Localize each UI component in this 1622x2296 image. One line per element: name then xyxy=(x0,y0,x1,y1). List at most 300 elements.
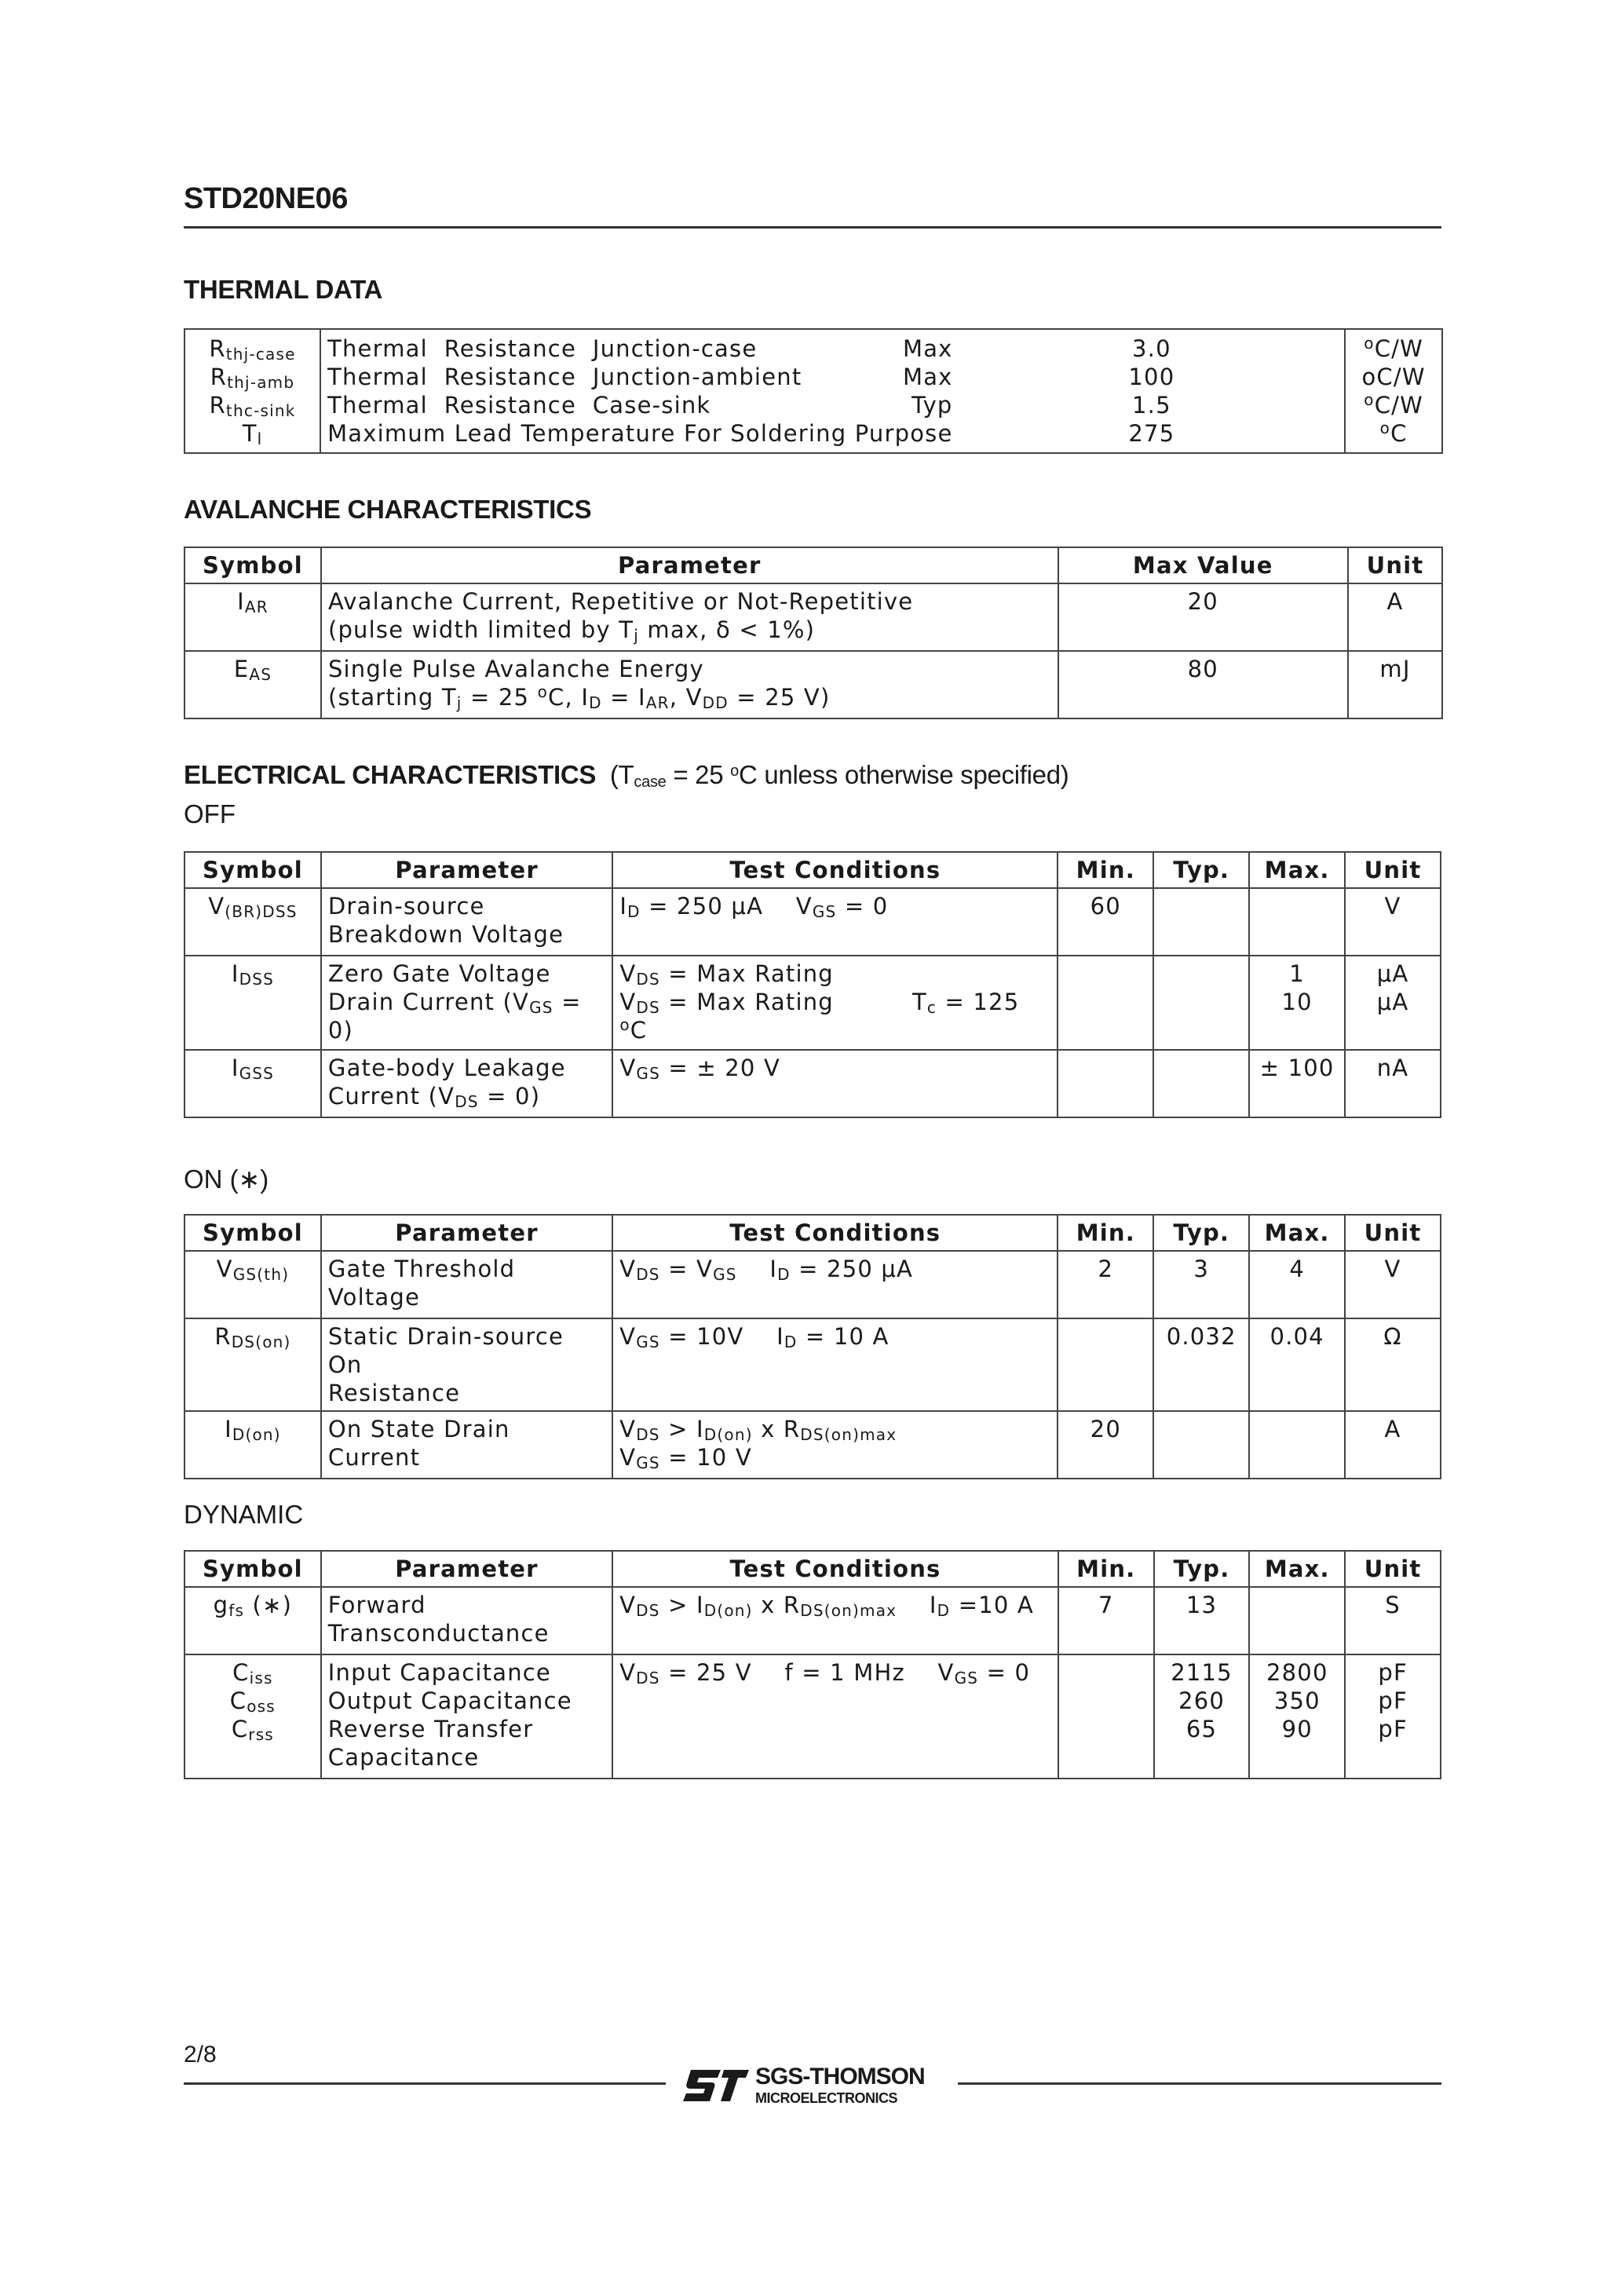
symbol-subscript: GSS xyxy=(239,1064,275,1083)
symbol-text: (∗) xyxy=(244,1592,293,1618)
text-part: = 250 μA V xyxy=(640,893,813,919)
unit-cell: V xyxy=(1345,888,1441,956)
symbol-text: I xyxy=(231,960,239,987)
max-header: Max. xyxy=(1249,1215,1345,1251)
symbol-text: E xyxy=(233,656,250,682)
parameter-line: Forward xyxy=(327,1592,426,1618)
text-part: = 25 xyxy=(462,684,538,711)
symbol-cell xyxy=(184,419,320,453)
text-subscript: DS xyxy=(636,1669,660,1687)
text-part: V xyxy=(619,1256,637,1282)
table-row xyxy=(184,1411,1441,1479)
symbol-line xyxy=(192,1687,314,1715)
unit-header: Unit xyxy=(1345,1551,1441,1587)
unit-cell: mJ xyxy=(1348,651,1442,718)
unit-cell: V xyxy=(1345,1251,1441,1318)
symbol-cell xyxy=(184,1318,321,1411)
text-subscript: D xyxy=(784,1333,798,1351)
text-part: x R xyxy=(752,1416,801,1442)
value-cell: 1.5 xyxy=(959,391,1346,419)
condition-part xyxy=(912,988,1019,1016)
thermal-row xyxy=(184,419,1442,453)
unit-value: pF xyxy=(1378,1716,1408,1742)
text-part: C, I xyxy=(548,684,590,711)
unit-cell xyxy=(1345,419,1442,453)
text-part: = 10V I xyxy=(659,1323,784,1350)
parameter-line: Gate-body Leakage xyxy=(327,1055,566,1081)
value-cell: 100 xyxy=(959,363,1346,391)
parameter-cell xyxy=(320,419,959,453)
table-row xyxy=(184,1251,1441,1318)
parameter-cell: On State Drain Current xyxy=(321,1411,612,1479)
symbol-subscript: fs xyxy=(228,1601,245,1620)
min-header: Min. xyxy=(1058,1551,1154,1587)
max-value-header: Max Value xyxy=(1058,547,1349,583)
conditions-header: Test Conditions xyxy=(612,1215,1058,1251)
typ-value: 65 xyxy=(1185,1716,1218,1742)
symbol-text: I xyxy=(231,1055,239,1081)
conditions-cell xyxy=(612,1411,1058,1479)
table-row xyxy=(184,1587,1441,1654)
typ-header: Typ. xyxy=(1153,852,1249,888)
symbol-text: R xyxy=(209,335,226,362)
parameter-line: Output Capacitance xyxy=(327,1687,572,1714)
unit-cell: Ω xyxy=(1345,1318,1441,1411)
max-value: 2800 xyxy=(1266,1659,1328,1686)
text-part: = 250 μA xyxy=(790,1256,914,1282)
typ-cell xyxy=(1153,1411,1249,1479)
symbol-header: Symbol xyxy=(184,547,321,583)
symbol-text: T xyxy=(242,420,258,447)
text-subscript: D xyxy=(937,1601,951,1620)
symbol-cell xyxy=(184,1411,321,1479)
min-cell xyxy=(1058,1050,1153,1117)
text-part: = Max Rating xyxy=(659,989,834,1015)
max-cell: 4 xyxy=(1249,1251,1345,1318)
text-part: x R xyxy=(752,1592,801,1618)
text-part: =10 A xyxy=(950,1592,1034,1618)
text-part: C xyxy=(630,1017,648,1044)
symbol-subscript: thj-case xyxy=(225,345,296,364)
avalanche-header-row xyxy=(184,547,1442,583)
symbol-subscript: thc-sink xyxy=(225,401,296,420)
symbol-text: C xyxy=(231,1716,249,1742)
max-value: 10 xyxy=(1281,989,1313,1015)
symbol-cell xyxy=(184,888,321,956)
parameter-cell xyxy=(321,1318,612,1411)
max-cell: ± 100 xyxy=(1249,1050,1345,1117)
text-part: = I xyxy=(601,684,646,711)
unit-header: Unit xyxy=(1345,1215,1441,1251)
thermal-table xyxy=(184,328,1443,454)
text-superscript: o xyxy=(730,762,739,780)
text-part: = 0) xyxy=(327,989,582,1044)
table-row xyxy=(184,651,1442,718)
parameter-cell xyxy=(321,1251,612,1318)
text-subscript: D xyxy=(777,1265,791,1284)
dynamic-header-row xyxy=(184,1551,1441,1587)
parameter-text: Maximum Lead Temperature For Soldering Purpose xyxy=(327,420,953,447)
text-part: Current (V xyxy=(327,1083,455,1110)
unit-cell: nA xyxy=(1345,1050,1441,1117)
min-cell xyxy=(1058,1654,1154,1779)
symbol-text: V xyxy=(208,893,225,919)
min-cell xyxy=(1058,1318,1153,1411)
unit-cell xyxy=(1345,956,1441,1050)
on-header-row xyxy=(184,1215,1441,1251)
typ-header: Typ. xyxy=(1153,1215,1249,1251)
condition-line xyxy=(619,1443,1050,1472)
min-cell: 7 xyxy=(1058,1587,1154,1654)
value-cell: 3.0 xyxy=(959,329,1346,363)
parameter-cell xyxy=(320,363,959,391)
conditions-cell xyxy=(612,1050,1058,1117)
text-subscript: DS xyxy=(455,1092,479,1111)
symbol-text: C xyxy=(229,1687,247,1714)
parameter-line: Input Capacitance xyxy=(327,1659,551,1686)
parameter-line: Single Pulse Avalanche Energy xyxy=(327,656,704,682)
text-part: max, δ < 1%) xyxy=(638,616,816,643)
max-value: 1 xyxy=(1289,960,1305,987)
text-part: I xyxy=(736,1256,778,1282)
typ-cell xyxy=(1153,1050,1249,1117)
text-subscript: GS xyxy=(954,1669,979,1687)
text-part: I xyxy=(897,1592,937,1618)
symbol-cell xyxy=(184,651,321,718)
min-cell: 60 xyxy=(1058,888,1153,956)
symbol-cell xyxy=(184,363,320,391)
parameter-cell xyxy=(321,956,612,1050)
text-subscript: DS(on)max xyxy=(800,1601,897,1620)
symbol-subscript: thj-amb xyxy=(227,373,295,392)
symbol-text: I xyxy=(237,588,245,615)
conditions-cell xyxy=(612,1318,1058,1411)
unit-cell xyxy=(1345,1654,1441,1779)
parameter-cell xyxy=(321,888,612,956)
symbol-cell xyxy=(184,956,321,1050)
max-header: Max. xyxy=(1249,852,1345,888)
parameter-text: Thermal Resistance Junction-ambient xyxy=(327,364,802,390)
text-subscript: DS xyxy=(636,1425,660,1444)
table-row xyxy=(184,1654,1441,1779)
symbol-cell xyxy=(184,391,320,419)
unit-superscript: o xyxy=(1364,334,1375,353)
text-part: = ± 20 V xyxy=(659,1055,780,1081)
text-part: (starting T xyxy=(327,684,457,711)
typ-cell xyxy=(1153,888,1249,956)
min-cell: 20 xyxy=(1058,1411,1153,1479)
unit-cell: A xyxy=(1345,1411,1441,1479)
text-subscript: D xyxy=(627,902,641,921)
parameter-line: Reverse Transfer xyxy=(327,1716,534,1742)
text-subscript: DS xyxy=(636,1265,660,1284)
st-logo-icon xyxy=(680,2064,751,2108)
text-subscript: DS xyxy=(636,1601,660,1620)
symbol-line xyxy=(192,1658,314,1687)
symbol-subscript: l xyxy=(257,430,263,448)
unit-value: μA xyxy=(1376,989,1409,1015)
table-row xyxy=(184,1050,1441,1117)
typ-cell xyxy=(1153,956,1249,1050)
text-part: > I xyxy=(659,1592,704,1618)
text-subscript: c xyxy=(926,998,937,1017)
text-part: = V xyxy=(659,1256,714,1282)
min-header: Min. xyxy=(1058,852,1153,888)
avalanche-table xyxy=(184,547,1443,719)
typ-value: 2115 xyxy=(1171,1659,1233,1686)
symbol-subscript: (BR)DSS xyxy=(225,902,298,921)
unit-value: pF xyxy=(1378,1687,1408,1714)
max-cell xyxy=(1249,888,1345,956)
thermal-row xyxy=(184,363,1442,391)
page-number: 2/8 xyxy=(184,2042,217,2067)
text-subscript: j xyxy=(634,626,639,645)
symbol-cell xyxy=(184,1050,321,1117)
min-header: Min. xyxy=(1058,1215,1153,1251)
part-number-title: STD20NE06 xyxy=(184,182,348,215)
symbol-text: C xyxy=(232,1659,250,1686)
parameter-cell xyxy=(320,329,959,363)
condition-line xyxy=(619,1415,1050,1443)
value-cell: 80 xyxy=(1058,651,1349,718)
symbol-cell xyxy=(184,1654,321,1779)
parameter-cell xyxy=(321,1587,612,1654)
text-part: V xyxy=(619,1444,637,1471)
unit-superscript: o xyxy=(1364,390,1375,409)
parameter-line: Zero Gate Voltage xyxy=(327,960,551,987)
conditions-cell xyxy=(612,1587,1058,1654)
parameter-line: Gate Threshold xyxy=(327,1256,516,1282)
text-subscript: D(on) xyxy=(703,1601,753,1620)
text-part: = 10 A xyxy=(797,1323,890,1350)
parameter-cell xyxy=(321,651,1058,718)
symbol-header: Symbol xyxy=(184,1551,321,1587)
text-part: = 0 xyxy=(836,893,889,919)
parameter-cell xyxy=(321,1654,612,1779)
value-cell: 275 xyxy=(959,419,1346,453)
max-cell: 0.04 xyxy=(1249,1318,1345,1411)
text-superscript: o xyxy=(537,682,549,701)
footer-rule xyxy=(958,2082,1441,2085)
text-part: = 10 V xyxy=(659,1444,752,1471)
parameter-line: Drain-source xyxy=(327,893,485,919)
unit-header: Unit xyxy=(1345,852,1441,888)
max-value: 350 xyxy=(1273,1687,1321,1714)
condition-line xyxy=(619,960,1050,988)
text-part: = Max Rating xyxy=(659,960,834,987)
text-part: V xyxy=(619,1659,637,1686)
text-subscript: DD xyxy=(702,693,729,712)
off-table xyxy=(184,851,1441,1118)
unit-text: C/W xyxy=(1374,335,1423,362)
thermal-title: THERMAL DATA xyxy=(184,275,383,304)
parameter-text: Thermal Resistance Case-sink xyxy=(327,392,711,419)
parameter-header: Parameter xyxy=(321,1215,612,1251)
symbol-subscript: oss xyxy=(247,1697,276,1716)
symbol-subscript: AS xyxy=(249,665,272,684)
text-part: = 25 V) xyxy=(728,684,831,711)
parameter-cell xyxy=(321,583,1058,651)
text-superscript: o xyxy=(619,1015,630,1034)
symbol-text: R xyxy=(210,364,228,390)
condition-part xyxy=(619,988,834,1016)
symbol-header: Symbol xyxy=(184,852,321,888)
text-part: > I xyxy=(659,1416,704,1442)
max-header: Max. xyxy=(1249,1551,1345,1587)
symbol-cell xyxy=(184,1251,321,1318)
symbol-text: g xyxy=(213,1592,229,1618)
dynamic-table xyxy=(184,1550,1441,1779)
parameter-line xyxy=(328,683,1051,711)
symbol-text: R xyxy=(214,1323,232,1350)
avalanche-title: AVALANCHE CHARACTERISTICS xyxy=(184,495,592,524)
conditions-cell xyxy=(612,888,1058,956)
table-row xyxy=(184,1318,1441,1411)
parameter-header: Parameter xyxy=(321,1551,612,1587)
footer-rule xyxy=(184,2082,666,2085)
text-part: V xyxy=(619,1323,637,1350)
text-subscript: GS xyxy=(636,1064,660,1083)
thermal-row xyxy=(184,329,1442,363)
parameter-header: Parameter xyxy=(321,547,1058,583)
text-part: T xyxy=(911,989,927,1015)
condition-line xyxy=(619,1016,1050,1044)
typ-cell: 3 xyxy=(1153,1251,1249,1318)
brand-name: SGS-THOMSON xyxy=(755,2064,925,2089)
electrical-title-text: ELECTRICAL CHARACTERISTICS xyxy=(184,760,597,789)
text-subscript: GS xyxy=(812,902,837,921)
parameter-cell xyxy=(321,1050,612,1117)
text-part: V xyxy=(619,1416,637,1442)
text-subscript: DS(on)max xyxy=(800,1425,897,1444)
thermal-row xyxy=(184,391,1442,419)
text-part: = 0 xyxy=(978,1659,1031,1686)
unit-value: pF xyxy=(1378,1659,1408,1686)
parameter-line: Avalanche Current, Repetitive or Not-Repetitive xyxy=(327,588,914,615)
parameter-cell xyxy=(320,391,959,419)
parameter-line: Static Drain-source On xyxy=(327,1323,564,1378)
text-part: V xyxy=(619,1592,637,1618)
unit-cell xyxy=(1345,363,1442,391)
text-part: = 25 xyxy=(666,760,731,789)
off-label: OFF xyxy=(184,799,236,828)
unit-text: C xyxy=(1390,420,1408,447)
text-subscript: DS xyxy=(636,998,660,1017)
qualifier-text: Max xyxy=(902,335,953,362)
conditions-header: Test Conditions xyxy=(612,852,1058,888)
text-subscript: GS xyxy=(636,1333,660,1351)
text-subscript: D xyxy=(589,693,602,712)
symbol-cell xyxy=(184,583,321,651)
text-part: Drain Current (V xyxy=(327,989,530,1015)
electrical-title xyxy=(184,760,1069,790)
symbol-cell xyxy=(184,329,320,363)
electrical-conditions xyxy=(603,760,1069,789)
text-part: = 125 xyxy=(937,989,1020,1015)
conditions-cell xyxy=(612,1251,1058,1318)
conditions-cell xyxy=(612,1654,1058,1779)
unit-text: C/W xyxy=(1374,392,1423,419)
text-part: = 25 V f = 1 MHz V xyxy=(659,1659,955,1686)
value-cell: 20 xyxy=(1058,583,1349,651)
parameter-line xyxy=(328,988,605,1044)
header-rule xyxy=(184,226,1441,229)
unit-value: μA xyxy=(1376,960,1409,987)
max-value: 90 xyxy=(1281,1716,1313,1742)
text-subscript: GS xyxy=(713,1265,737,1284)
table-row xyxy=(184,583,1442,651)
text-subscript: case xyxy=(634,773,667,791)
text-part: I xyxy=(619,893,628,919)
text-part: = 0) xyxy=(478,1083,541,1110)
parameter-line: Breakdown Voltage xyxy=(327,921,564,948)
typ-header: Typ. xyxy=(1154,1551,1250,1587)
typ-cell: 13 xyxy=(1154,1587,1250,1654)
parameter-line: Voltage xyxy=(327,1284,421,1311)
parameter-line: Capacitance xyxy=(327,1744,480,1771)
unit-cell xyxy=(1345,329,1442,363)
conditions-cell xyxy=(612,956,1058,1050)
dynamic-label: DYNAMIC xyxy=(184,1500,304,1529)
symbol-line xyxy=(192,1715,314,1743)
unit-superscript: o xyxy=(1379,419,1391,437)
unit-text: oC/W xyxy=(1361,364,1426,390)
symbol-cell xyxy=(184,1587,321,1654)
unit-cell: S xyxy=(1345,1587,1441,1654)
unit-header: Unit xyxy=(1348,547,1442,583)
condition-line xyxy=(619,988,1050,1016)
typ-cell: 0.032 xyxy=(1153,1318,1249,1411)
parameter-line: Resistance xyxy=(327,1380,461,1406)
conditions-header: Test Conditions xyxy=(612,1551,1058,1587)
parameter-line xyxy=(328,1082,605,1110)
text-part: V xyxy=(619,989,637,1015)
symbol-header: Symbol xyxy=(184,1215,321,1251)
symbol-text: R xyxy=(209,392,226,419)
qualifier-text: Max xyxy=(902,364,953,390)
typ-value: 260 xyxy=(1178,1687,1225,1714)
symbol-subscript: rss xyxy=(248,1725,274,1744)
max-cell xyxy=(1249,1587,1345,1654)
qualifier-text: Typ xyxy=(911,392,953,419)
text-part: (T xyxy=(609,760,634,789)
text-subscript: j xyxy=(456,693,462,712)
min-cell xyxy=(1058,956,1153,1050)
text-subscript: GS xyxy=(636,1453,660,1472)
max-cell xyxy=(1249,1654,1345,1779)
parameter-line xyxy=(328,616,1051,644)
text-part: V xyxy=(619,960,637,987)
table-row xyxy=(184,888,1441,956)
symbol-text: V xyxy=(216,1256,233,1282)
brand-subtitle: MICROELECTRONICS xyxy=(755,2090,897,2106)
unit-cell: A xyxy=(1348,583,1442,651)
max-cell xyxy=(1249,956,1345,1050)
off-header-row xyxy=(184,852,1441,888)
text-subscript: D(on) xyxy=(703,1425,753,1444)
text-subscript: GS xyxy=(529,998,553,1017)
symbol-subscript: GS(th) xyxy=(232,1265,290,1284)
parameter-header: Parameter xyxy=(321,852,612,888)
text-part: V xyxy=(619,1055,637,1081)
text-part: , V xyxy=(669,684,703,711)
max-cell xyxy=(1249,1411,1345,1479)
symbol-subscript: D(on) xyxy=(232,1425,281,1444)
unit-cell xyxy=(1345,391,1442,419)
min-cell: 2 xyxy=(1058,1251,1153,1318)
on-label: ON (∗) xyxy=(184,1164,269,1194)
text-subscript: DS xyxy=(636,970,660,989)
